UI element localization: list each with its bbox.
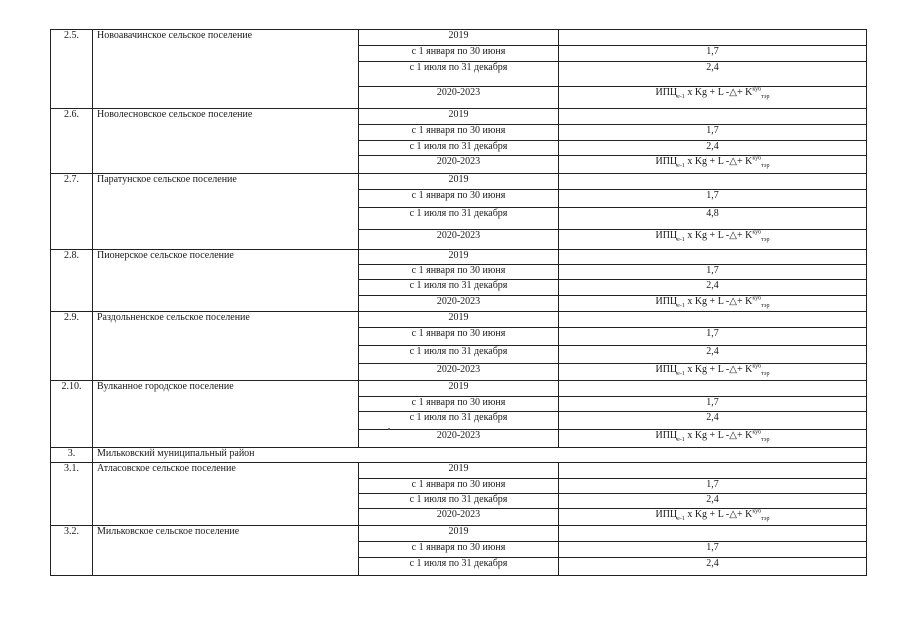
formula-k-superscript: куб [752, 229, 762, 236]
delta-symbol: △ [729, 296, 737, 307]
formula-middle: x Kg + L - [684, 156, 730, 167]
formula-k-subscript: тэр [761, 94, 770, 100]
value-cell [559, 250, 867, 265]
period-cell: с 1 июля по 31 декабря [359, 62, 559, 87]
table-row [51, 109, 867, 125]
formula-k: + K [736, 509, 753, 520]
period-cell: 2019 [359, 109, 559, 125]
settlement-name: Атласовское сельское поселение [93, 463, 359, 526]
delta-symbol: △ [729, 156, 737, 167]
formula-ipc-subscript: e-1 [677, 237, 685, 243]
formula-cell [559, 156, 867, 174]
item-number: 3.1. [51, 463, 93, 526]
formula-k-superscript: куб [752, 363, 762, 370]
value-cell [559, 526, 867, 542]
formula-k: + K [736, 230, 753, 241]
formula-k: + K [736, 87, 753, 98]
delta-symbol: △ [729, 364, 737, 375]
item-number: 3.2. [51, 526, 93, 576]
scan-speck [388, 428, 390, 430]
formula-k: + K [736, 156, 753, 167]
formula-k-subscript: тэр [761, 516, 770, 522]
table-row [51, 526, 867, 542]
table-row [51, 381, 867, 397]
table-row [51, 174, 867, 190]
tariff-formula [655, 87, 769, 98]
value-cell: 1,7 [559, 46, 867, 62]
formula-ipc-subscript: e-1 [677, 303, 685, 309]
formula-ipc: ИПЦ [655, 230, 678, 241]
formula-cell [559, 87, 867, 109]
tariff-formula [655, 296, 769, 307]
value-cell: 1,7 [559, 479, 867, 494]
value-cell [559, 312, 867, 328]
settlement-name: Раздольненское сельское поселение [93, 312, 359, 381]
item-number: 2.6. [51, 109, 93, 174]
period-cell: с 1 июля по 31 декабря [359, 141, 559, 156]
formula-ipc-subscript: e-1 [677, 94, 685, 100]
value-cell: 1,7 [559, 125, 867, 141]
value-cell: 2,4 [559, 346, 867, 364]
formula-ipc: ИПЦ [655, 87, 678, 98]
value-cell: 1,7 [559, 265, 867, 280]
period-cell: с 1 января по 30 июня [359, 328, 559, 346]
settlement-name: Вулканное городское поселение [93, 381, 359, 448]
formula-k: + K [736, 364, 753, 375]
value-cell [559, 381, 867, 397]
table-row [51, 463, 867, 479]
formula-cell [559, 509, 867, 526]
period-cell: с 1 июля по 31 декабря [359, 208, 559, 230]
value-cell [559, 174, 867, 190]
formula-ipc: ИПЦ [655, 296, 678, 307]
delta-symbol: △ [729, 87, 737, 98]
delta-symbol: △ [729, 430, 737, 441]
period-cell: с 1 января по 30 июня [359, 46, 559, 62]
period-cell: 2020-2023 [359, 509, 559, 526]
tariff-formula [655, 509, 769, 520]
settlement-name: Новоавачинское сельское поселение [93, 30, 359, 109]
period-cell: с 1 января по 30 июня [359, 190, 559, 208]
table-row [51, 312, 867, 328]
item-number: 2.10. [51, 381, 93, 448]
period-cell: 2019 [359, 526, 559, 542]
tariff-formula [655, 230, 769, 241]
period-cell: 2019 [359, 174, 559, 190]
period-cell: 2020-2023 [359, 430, 559, 448]
period-cell: с 1 января по 30 июня [359, 542, 559, 558]
value-cell: 4,8 [559, 208, 867, 230]
value-cell: 2,4 [559, 494, 867, 509]
formula-k: + K [736, 430, 753, 441]
item-number: 2.7. [51, 174, 93, 250]
item-number: 2.8. [51, 250, 93, 312]
value-cell: 1,7 [559, 542, 867, 558]
formula-k-superscript: куб [752, 155, 762, 162]
formula-k-superscript: куб [752, 295, 762, 302]
formula-k-subscript: тэр [761, 437, 770, 443]
formula-middle: x Kg + L - [684, 87, 730, 98]
value-cell: 2,4 [559, 280, 867, 296]
formula-ipc-subscript: e-1 [677, 371, 685, 377]
period-cell: 2019 [359, 250, 559, 265]
period-cell: с 1 июля по 31 декабря [359, 494, 559, 509]
formula-k-superscript: куб [752, 508, 762, 515]
item-number: 2.5. [51, 30, 93, 109]
formula-k-subscript: тэр [761, 371, 770, 377]
value-cell: 2,4 [559, 558, 867, 576]
delta-symbol: △ [729, 230, 737, 241]
period-cell: с 1 января по 30 июня [359, 397, 559, 412]
value-cell: 2,4 [559, 412, 867, 430]
tariff-formula [655, 430, 769, 441]
tariff-formula [655, 364, 769, 375]
formula-k-superscript: куб [752, 429, 762, 436]
period-cell: 2019 [359, 30, 559, 46]
delta-symbol: △ [729, 509, 737, 520]
section-number: 3. [51, 448, 93, 463]
value-cell [559, 30, 867, 46]
value-cell [559, 109, 867, 125]
formula-ipc-subscript: e-1 [677, 516, 685, 522]
period-cell: с 1 июля по 31 декабря [359, 412, 559, 430]
value-cell: 1,7 [559, 397, 867, 412]
formula-cell [559, 230, 867, 250]
period-cell: 2019 [359, 463, 559, 479]
settlement-name: Паратунское сельское поселение [93, 174, 359, 250]
formula-cell [559, 364, 867, 381]
table-row [51, 250, 867, 265]
period-cell: 2020-2023 [359, 364, 559, 381]
formula-cell [559, 430, 867, 448]
settlement-name: Новолесновское сельское поселение [93, 109, 359, 174]
section-row [51, 448, 867, 463]
formula-k: + K [736, 296, 753, 307]
settlement-name: Мильковское сельское поселение [93, 526, 359, 576]
settlement-name: Пионерское сельское поселение [93, 250, 359, 312]
formula-ipc: ИПЦ [655, 509, 678, 520]
table-row [51, 30, 867, 46]
formula-k-subscript: тэр [761, 303, 770, 309]
formula-k-superscript: куб [752, 86, 762, 93]
tariff-table [50, 29, 867, 576]
value-cell: 1,7 [559, 328, 867, 346]
formula-middle: x Kg + L - [684, 296, 730, 307]
period-cell: 2019 [359, 312, 559, 328]
formula-ipc: ИПЦ [655, 364, 678, 375]
item-number: 2.9. [51, 312, 93, 381]
period-cell: 2020-2023 [359, 296, 559, 312]
formula-middle: x Kg + L - [684, 509, 730, 520]
value-cell [559, 463, 867, 479]
formula-middle: x Kg + L - [684, 364, 730, 375]
formula-ipc: ИПЦ [655, 156, 678, 167]
period-cell: 2020-2023 [359, 87, 559, 109]
period-cell: с 1 июля по 31 декабря [359, 280, 559, 296]
period-cell: с 1 июля по 31 декабря [359, 558, 559, 576]
formula-middle: x Kg + L - [684, 230, 730, 241]
formula-k-subscript: тэр [761, 163, 770, 169]
formula-k-subscript: тэр [761, 237, 770, 243]
section-name: Мильковский муниципальный район [93, 448, 867, 463]
period-cell: 2020-2023 [359, 156, 559, 174]
tariff-formula [655, 156, 769, 167]
value-cell: 1,7 [559, 190, 867, 208]
period-cell: с 1 июля по 31 декабря [359, 346, 559, 364]
value-cell: 2,4 [559, 62, 867, 87]
formula-ipc: ИПЦ [655, 430, 678, 441]
period-cell: с 1 января по 30 июня [359, 125, 559, 141]
formula-middle: x Kg + L - [684, 430, 730, 441]
period-cell: с 1 января по 30 июня [359, 479, 559, 494]
formula-cell [559, 296, 867, 312]
formula-ipc-subscript: e-1 [677, 437, 685, 443]
period-cell: 2019 [359, 381, 559, 397]
period-cell: с 1 января по 30 июня [359, 265, 559, 280]
value-cell: 2,4 [559, 141, 867, 156]
tariff-table-body [51, 30, 867, 576]
formula-ipc-subscript: e-1 [677, 163, 685, 169]
period-cell: 2020-2023 [359, 230, 559, 250]
